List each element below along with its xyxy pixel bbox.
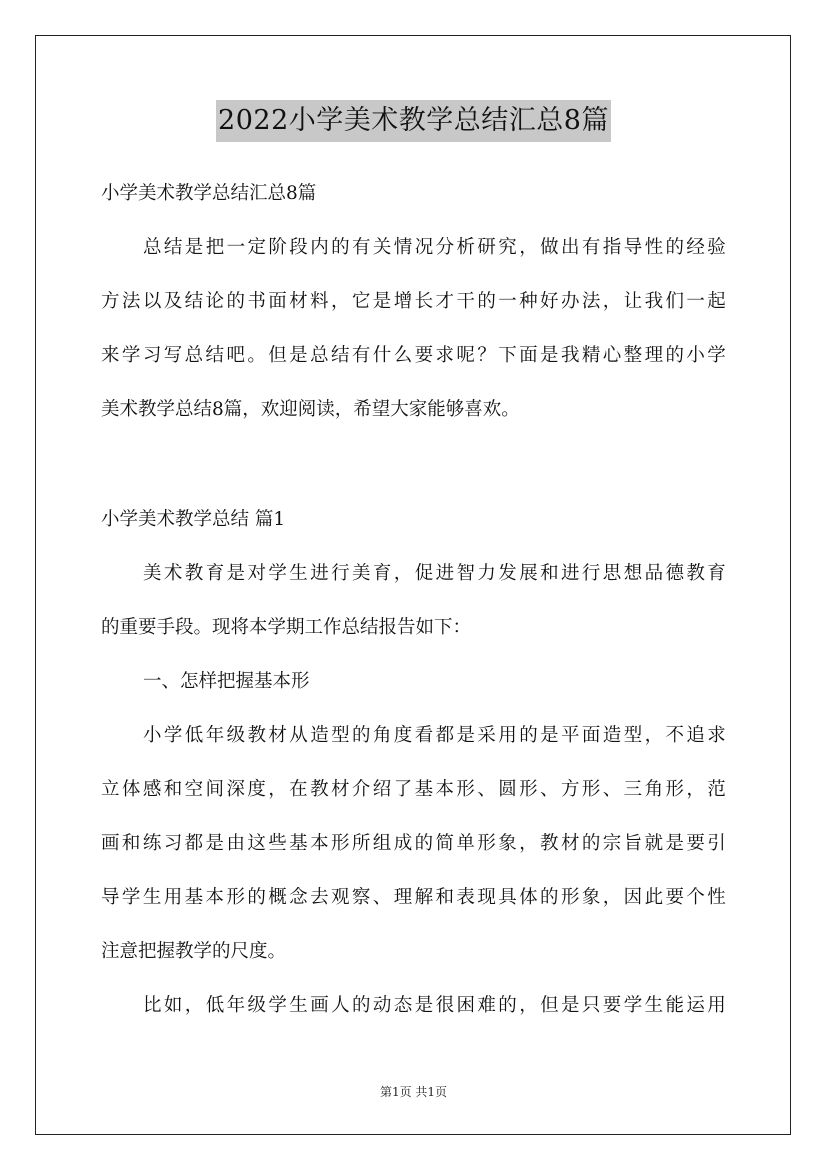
paragraph-line: 画和练习都是由这些基本形所组成的简单形象，教材的宗旨就是要引 — [101, 833, 726, 854]
subheading: 一、怎样把握基本形 — [143, 671, 310, 692]
paragraph-line: 导学生用基本形的概念去观察、理解和表现具体的形象，因此要个性 — [101, 887, 726, 908]
title-container — [0, 100, 827, 142]
document-title: 2022小学美术教学总结汇总8篇 — [216, 100, 611, 142]
paragraph-line: 的重要手段。现将本学期工作总结报告如下： — [101, 617, 472, 638]
paragraph-line: 注意把握教学的尺度。 — [101, 941, 287, 962]
intro-line: 总结是把一定阶段内的有关情况分析研究，做出有指导性的经验 — [143, 237, 726, 258]
paragraph-line: 比如，低年级学生画人的动态是很困难的，但是只要学生能运用 — [143, 995, 726, 1016]
paragraph-line: 小学低年级教材从造型的角度看都是采用的是平面造型，不追求 — [143, 725, 726, 746]
document-subtitle: 小学美术教学总结汇总8篇 — [101, 183, 317, 204]
paragraph-line: 立体感和空间深度，在教材介绍了基本形、圆形、方形、三角形，范 — [101, 779, 726, 800]
page-footer: 第1页 共1页 — [379, 1085, 448, 1099]
intro-line: 美术教学总结8篇，欢迎阅读，希望大家能够喜欢。 — [101, 399, 520, 420]
intro-line: 来学习写总结吧。但是总结有什么要求呢？下面是我精心整理的小学 — [101, 345, 726, 366]
intro-line: 方法以及结论的书面材料，它是增长才干的一种好办法，让我们一起 — [101, 291, 726, 312]
paragraph-line: 美术教育是对学生进行美育，促进智力发展和进行思想品德教育 — [143, 563, 726, 584]
section-heading: 小学美术教学总结 篇1 — [101, 509, 286, 530]
